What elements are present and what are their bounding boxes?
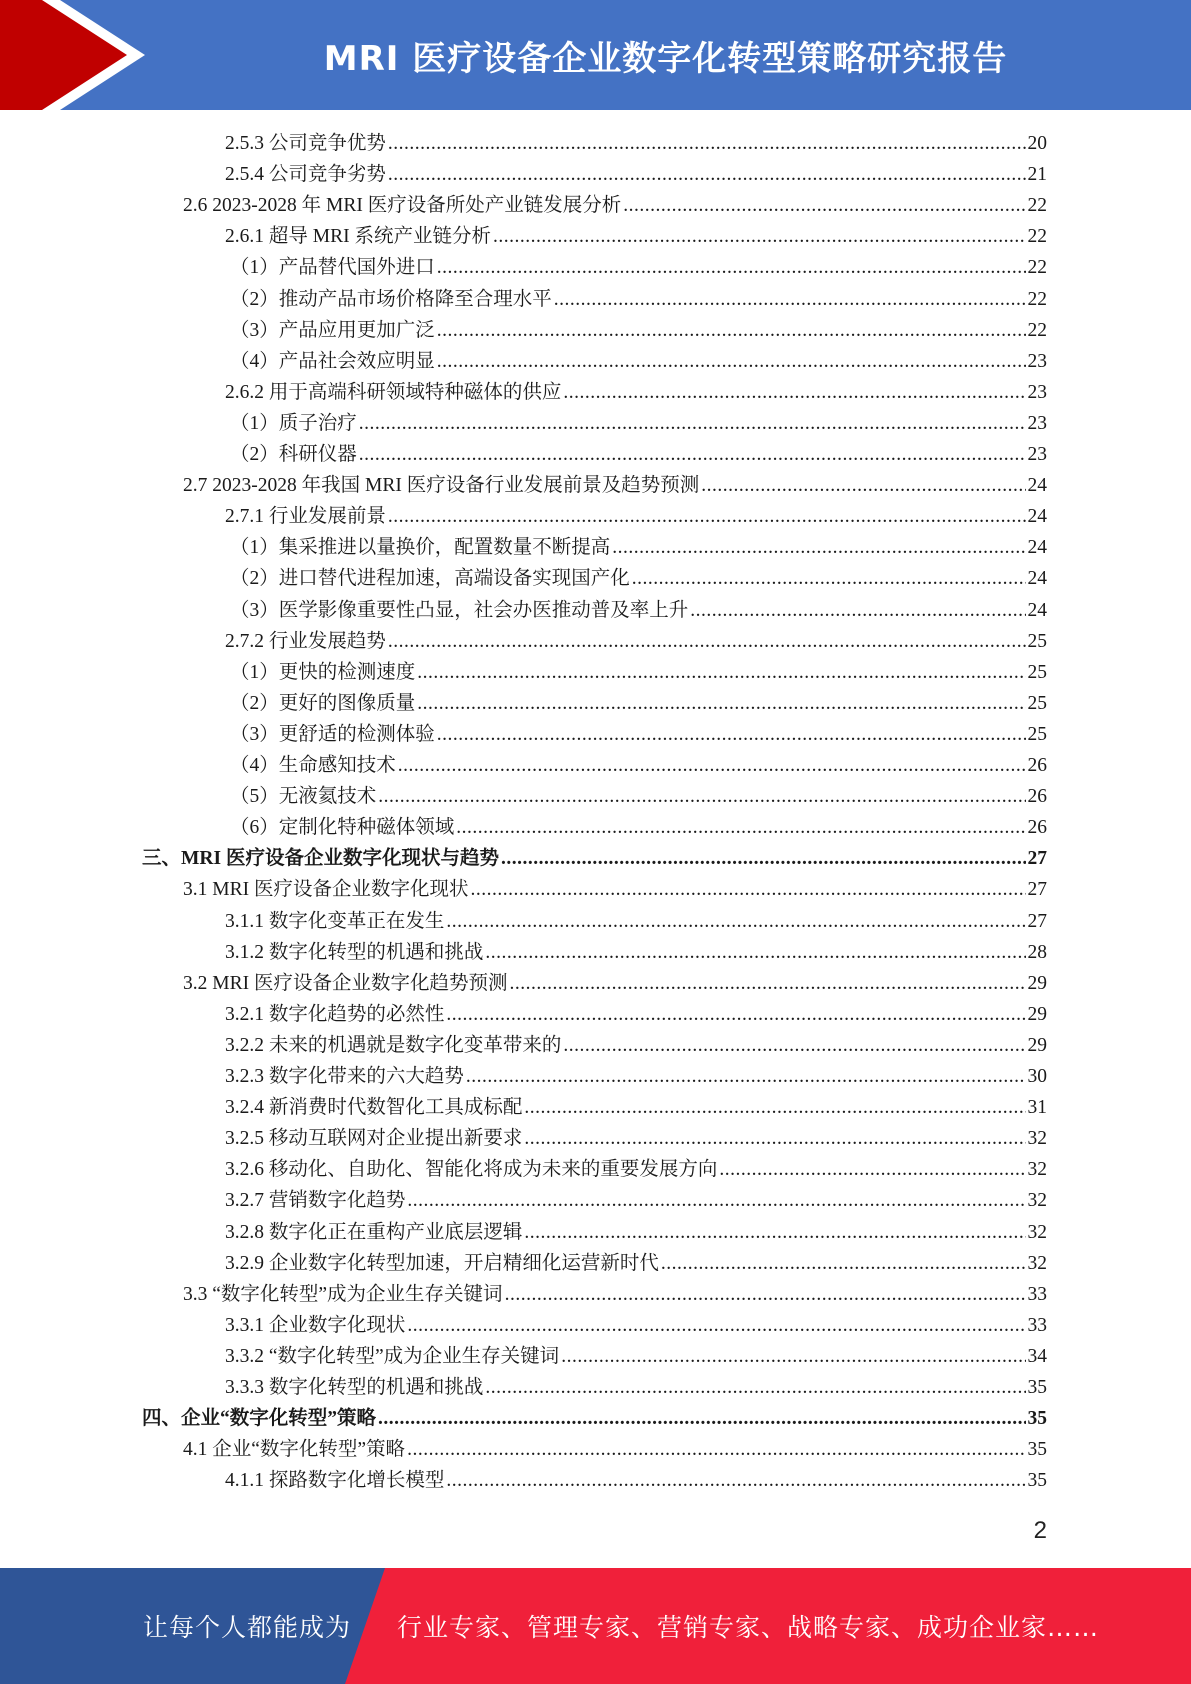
toc-entry-title: 3.2.3 数字化带来的六大趋势 — [225, 1066, 464, 1087]
toc-entry-title: （2）推动产品市场价格降至合理水平 — [230, 288, 552, 310]
toc-dot-leader — [612, 532, 1025, 563]
toc-dot-leader — [485, 937, 1025, 968]
toc-entry[interactable] — [225, 1310, 1047, 1341]
toc-entry-page: 28 — [1027, 941, 1047, 963]
toc-entry-title: 3.2.6 移动化、自助化、智能化将成为未来的重要发展方向 — [225, 1159, 718, 1181]
toc-entry-title: （5）无液氦技术 — [230, 786, 377, 808]
toc-entry-page: 24 — [1027, 537, 1047, 559]
toc-entry-page: 33 — [1027, 1283, 1047, 1305]
toc-dot-leader — [446, 999, 1025, 1030]
toc-entry[interactable] — [225, 1185, 1047, 1216]
toc-entry[interactable] — [230, 657, 1047, 688]
toc-entry-page: 32 — [1027, 1128, 1047, 1150]
toc-entry-title: 四、企业“数字化转型”策略 — [142, 1408, 377, 1430]
toc-dot-leader — [719, 1154, 1025, 1185]
toc-entry-title: 3.1.2 数字化转型的机遇和挑战 — [225, 941, 484, 963]
page-footer — [0, 1568, 1191, 1684]
toc-dot-leader — [437, 315, 1026, 346]
toc-entry-page: 22 — [1027, 288, 1047, 310]
toc-entry-page: 22 — [1027, 195, 1047, 217]
toc-entry[interactable] — [225, 1154, 1047, 1185]
toc-dot-leader — [388, 626, 1026, 657]
toc-entry-page: 20 — [1027, 133, 1047, 154]
toc-entry-page: 27 — [1027, 848, 1047, 870]
footer-slogan-left: 让每个人都能成为 — [143, 1613, 352, 1642]
toc-entry[interactable] — [230, 812, 1047, 843]
toc-entry-title: 3.2.1 数字化趋势的必然性 — [225, 1003, 445, 1025]
footer-slogan-right: 行业专家、管理专家、营销专家、战略专家、成功企业家…… — [397, 1613, 1100, 1642]
toc-dot-leader — [388, 159, 1026, 190]
toc-dot-leader — [446, 1465, 1025, 1496]
toc-entry-page: 35 — [1027, 1377, 1047, 1398]
toc-entry-page: 29 — [1027, 1034, 1047, 1056]
toc-entry[interactable] — [230, 408, 1047, 439]
toc-entry[interactable] — [225, 159, 1047, 190]
toc-entry[interactable] — [225, 221, 1047, 252]
toc-entry-page: 26 — [1027, 786, 1047, 808]
toc-entry[interactable] — [230, 532, 1047, 563]
toc-entry-page: 35 — [1027, 1408, 1047, 1430]
toc-entry[interactable] — [225, 937, 1047, 968]
toc-entry-title: 3.2.7 营销数字化趋势 — [225, 1190, 406, 1212]
toc-entry-page: 25 — [1027, 692, 1047, 714]
toc-dot-leader — [407, 1185, 1025, 1216]
toc-entry[interactable] — [225, 1061, 1047, 1092]
toc-entry-title: （1）质子治疗 — [230, 412, 357, 434]
toc-dot-leader — [501, 843, 1026, 874]
toc-entry-page: 21 — [1027, 164, 1047, 186]
toc-dot-leader — [524, 1092, 1025, 1123]
toc-dot-leader — [632, 563, 1026, 594]
toc-dot-leader — [661, 1248, 1026, 1279]
toc-entry-title: 2.5.3 公司竞争优势 — [225, 133, 386, 154]
toc-dot-leader — [701, 470, 1025, 501]
toc-entry-title: 3.2.2 未来的机遇就是数字化变革带来的 — [225, 1034, 562, 1056]
toc-entry-page: 35 — [1027, 1439, 1047, 1461]
toc-entry-page: 32 — [1027, 1252, 1047, 1274]
toc-entry[interactable] — [230, 595, 1047, 626]
toc-entry-page: 25 — [1027, 723, 1047, 745]
toc-entry-title: （4）产品社会效应明显 — [230, 350, 435, 372]
toc-entry-title: 3.1 MRI 医疗设备企业数字化现状 — [183, 879, 469, 901]
toc-entry-page: 26 — [1027, 755, 1047, 776]
toc-entry[interactable] — [230, 563, 1047, 594]
toc-entry-title: （3）医学影像重要性凸显，社会办医推动普及率上升 — [230, 599, 689, 621]
toc-entry-page: 23 — [1027, 444, 1047, 465]
toc-entry-page: 32 — [1027, 1221, 1047, 1243]
toc-entry-title: 2.7.2 行业发展趋势 — [225, 630, 386, 652]
toc-entry-title: 3.3.1 企业数字化现状 — [225, 1314, 406, 1336]
toc-entry-title: （2）科研仪器 — [230, 444, 357, 465]
toc-entry[interactable] — [225, 128, 1047, 159]
toc-entry-page: 23 — [1027, 381, 1047, 403]
toc-dot-leader — [407, 1434, 1025, 1465]
toc-entry[interactable] — [225, 1341, 1047, 1372]
toc-entry[interactable] — [225, 377, 1047, 408]
toc-entry-title: 2.6.1 超导 MRI 系统产业链分析 — [225, 226, 491, 248]
toc-entry-title: （2）更好的图像质量 — [230, 692, 416, 714]
toc-entry[interactable] — [225, 1092, 1047, 1123]
toc-dot-leader — [505, 1279, 1026, 1310]
toc-entry-page: 23 — [1027, 412, 1047, 434]
toc-dot-leader — [456, 812, 1025, 843]
toc-entry-title: （1）更快的检测速度 — [230, 661, 416, 683]
toc-entry-title: 3.3.2 “数字化转型”成为企业生存关键词 — [225, 1345, 560, 1367]
toc-entry-title: 2.6.2 用于高端科研领域特种磁体的供应 — [225, 381, 562, 403]
toc-dot-leader — [407, 1310, 1025, 1341]
toc-entry[interactable] — [230, 719, 1047, 750]
toc-dot-leader — [388, 501, 1026, 532]
toc-entry[interactable] — [225, 1217, 1047, 1248]
toc-dot-leader — [378, 1403, 1025, 1434]
toc-dot-leader — [524, 1217, 1025, 1248]
toc-dot-leader — [417, 657, 1025, 688]
toc-dot-leader — [359, 408, 1026, 439]
toc-entry-title: （3）更舒适的检测体验 — [230, 723, 435, 745]
toc-entry[interactable] — [225, 1248, 1047, 1279]
toc-entry[interactable] — [230, 315, 1047, 346]
toc-entry-page: 26 — [1027, 817, 1047, 839]
toc-entry[interactable] — [225, 1465, 1047, 1496]
toc-entry-page: 29 — [1027, 1003, 1047, 1025]
toc-entry-page: 32 — [1027, 1190, 1047, 1212]
toc-entry-page: 32 — [1027, 1159, 1047, 1181]
toc-entry-title: 3.2.9 企业数字化转型加速，开启精细化运营新时代 — [225, 1252, 659, 1274]
toc-entry[interactable] — [230, 781, 1047, 812]
report-title: MRI 医疗设备企业数字化转型策略研究报告 — [323, 38, 1008, 79]
toc-entry-title: 3.3 “数字化转型”成为企业生存关键词 — [183, 1283, 503, 1305]
toc-entry-page: 22 — [1027, 257, 1047, 279]
toc-entry[interactable] — [230, 439, 1047, 470]
toc-entry-title: 2.7 2023-2028 年我国 MRI 医疗设备行业发展前景及趋势预测 — [183, 475, 700, 497]
toc-entry[interactable] — [225, 1123, 1047, 1154]
toc-dot-leader — [690, 595, 1025, 626]
toc-entry-page: 31 — [1027, 1097, 1047, 1119]
toc-entry[interactable] — [225, 501, 1047, 532]
toc-entry-page: 30 — [1027, 1066, 1047, 1087]
toc-entry-title: 3.2.5 移动互联网对企业提出新要求 — [225, 1128, 523, 1150]
toc-dot-leader — [493, 221, 1026, 252]
toc-entry-title: 3.2 MRI 医疗设备企业数字化趋势预测 — [183, 972, 508, 994]
toc-entry-title: 3.2.8 数字化正在重构产业底层逻辑 — [225, 1221, 523, 1243]
toc-dot-leader — [470, 874, 1025, 905]
toc-dot-leader — [554, 284, 1026, 315]
toc-entry[interactable] — [225, 1030, 1047, 1061]
toc-entry[interactable] — [183, 1434, 1047, 1465]
toc-entry[interactable] — [230, 346, 1047, 377]
toc-entry-title: 4.1.1 探路数字化增长模型 — [225, 1470, 445, 1492]
toc-entry-page: 22 — [1027, 226, 1047, 248]
toc-dot-leader — [563, 377, 1025, 408]
toc-entry-page: 34 — [1027, 1345, 1047, 1367]
toc-entry-title: （1）产品替代国外进口 — [230, 257, 435, 279]
toc-entry-page: 25 — [1027, 630, 1047, 652]
toc-entry-title: （3）产品应用更加广泛 — [230, 319, 435, 341]
toc-entry[interactable] — [225, 906, 1047, 937]
page-number: 2 — [1033, 1517, 1047, 1544]
toc-entry-page: 22 — [1027, 319, 1047, 341]
toc-entry-title: 2.5.4 公司竞争劣势 — [225, 164, 386, 186]
toc-entry-page: 23 — [1027, 350, 1047, 372]
toc-entry-title: 3.2.4 新消费时代数智化工具成标配 — [225, 1097, 523, 1119]
toc-dot-leader — [359, 439, 1026, 470]
toc-entry[interactable] — [183, 470, 1047, 501]
toc-entry-title: 三、MRI 医疗设备企业数字化现状与趋势 — [142, 848, 499, 870]
toc-dot-leader — [437, 719, 1026, 750]
toc-entry-title: （1）集采推进以量换价，配置数量不断提高 — [230, 537, 611, 559]
toc-entry[interactable] — [142, 843, 1047, 874]
page-header — [0, 0, 1191, 110]
toc-entry[interactable] — [225, 999, 1047, 1030]
toc-entry-page: 27 — [1027, 879, 1047, 901]
toc-entry[interactable] — [183, 190, 1047, 221]
toc-entry-title: 2.6 2023-2028 年 MRI 医疗设备所处产业链发展分析 — [183, 195, 622, 217]
toc-entry-title: 4.1 企业“数字化转型”策略 — [183, 1439, 406, 1461]
toc-dot-leader — [485, 1372, 1025, 1403]
toc-dot-leader — [398, 750, 1026, 781]
toc-entry-title: 3.3.3 数字化转型的机遇和挑战 — [225, 1377, 484, 1398]
toc-entry-title: 2.7.1 行业发展前景 — [225, 506, 386, 528]
toc-entry[interactable] — [230, 750, 1047, 781]
toc-dot-leader — [437, 252, 1026, 283]
toc-dot-leader — [561, 1341, 1025, 1372]
toc-dot-leader — [437, 346, 1026, 377]
toc-entry-page: 35 — [1027, 1470, 1047, 1492]
toc-dot-leader — [446, 906, 1025, 937]
toc-entry-page: 24 — [1027, 568, 1047, 590]
toc-dot-leader — [623, 190, 1025, 221]
toc-entry[interactable] — [225, 626, 1047, 657]
toc-entry-page: 25 — [1027, 661, 1047, 683]
toc-entry[interactable] — [183, 968, 1047, 999]
toc-entry-page: 24 — [1027, 475, 1047, 497]
toc-entry-title: （6）定制化特种磁体领域 — [230, 817, 455, 839]
toc-entry-page: 24 — [1027, 599, 1047, 621]
toc-entry[interactable] — [225, 1372, 1047, 1403]
toc-entry-title: 3.1.1 数字化变革正在发生 — [225, 910, 445, 932]
toc-entry[interactable] — [230, 688, 1047, 719]
toc-entry[interactable] — [230, 284, 1047, 315]
toc-dot-leader — [563, 1030, 1025, 1061]
toc-dot-leader — [524, 1123, 1025, 1154]
toc-entry[interactable] — [183, 1279, 1047, 1310]
toc-entry[interactable] — [183, 874, 1047, 905]
toc-entry-page: 27 — [1027, 910, 1047, 932]
toc-dot-leader — [388, 128, 1026, 159]
toc-entry-title: （4）生命感知技术 — [230, 755, 396, 776]
toc-entry-title: （2）进口替代进程加速，高端设备实现国产化 — [230, 568, 630, 590]
toc-entry-page: 29 — [1027, 972, 1047, 994]
toc-entry[interactable] — [230, 252, 1047, 283]
toc-entry-page: 33 — [1027, 1314, 1047, 1336]
toc-entry[interactable] — [142, 1403, 1047, 1434]
toc-dot-leader — [509, 968, 1025, 999]
toc-dot-leader — [417, 688, 1025, 719]
toc-dot-leader — [378, 781, 1025, 812]
toc-dot-leader — [466, 1061, 1026, 1092]
toc-entry-page: 24 — [1027, 506, 1047, 528]
